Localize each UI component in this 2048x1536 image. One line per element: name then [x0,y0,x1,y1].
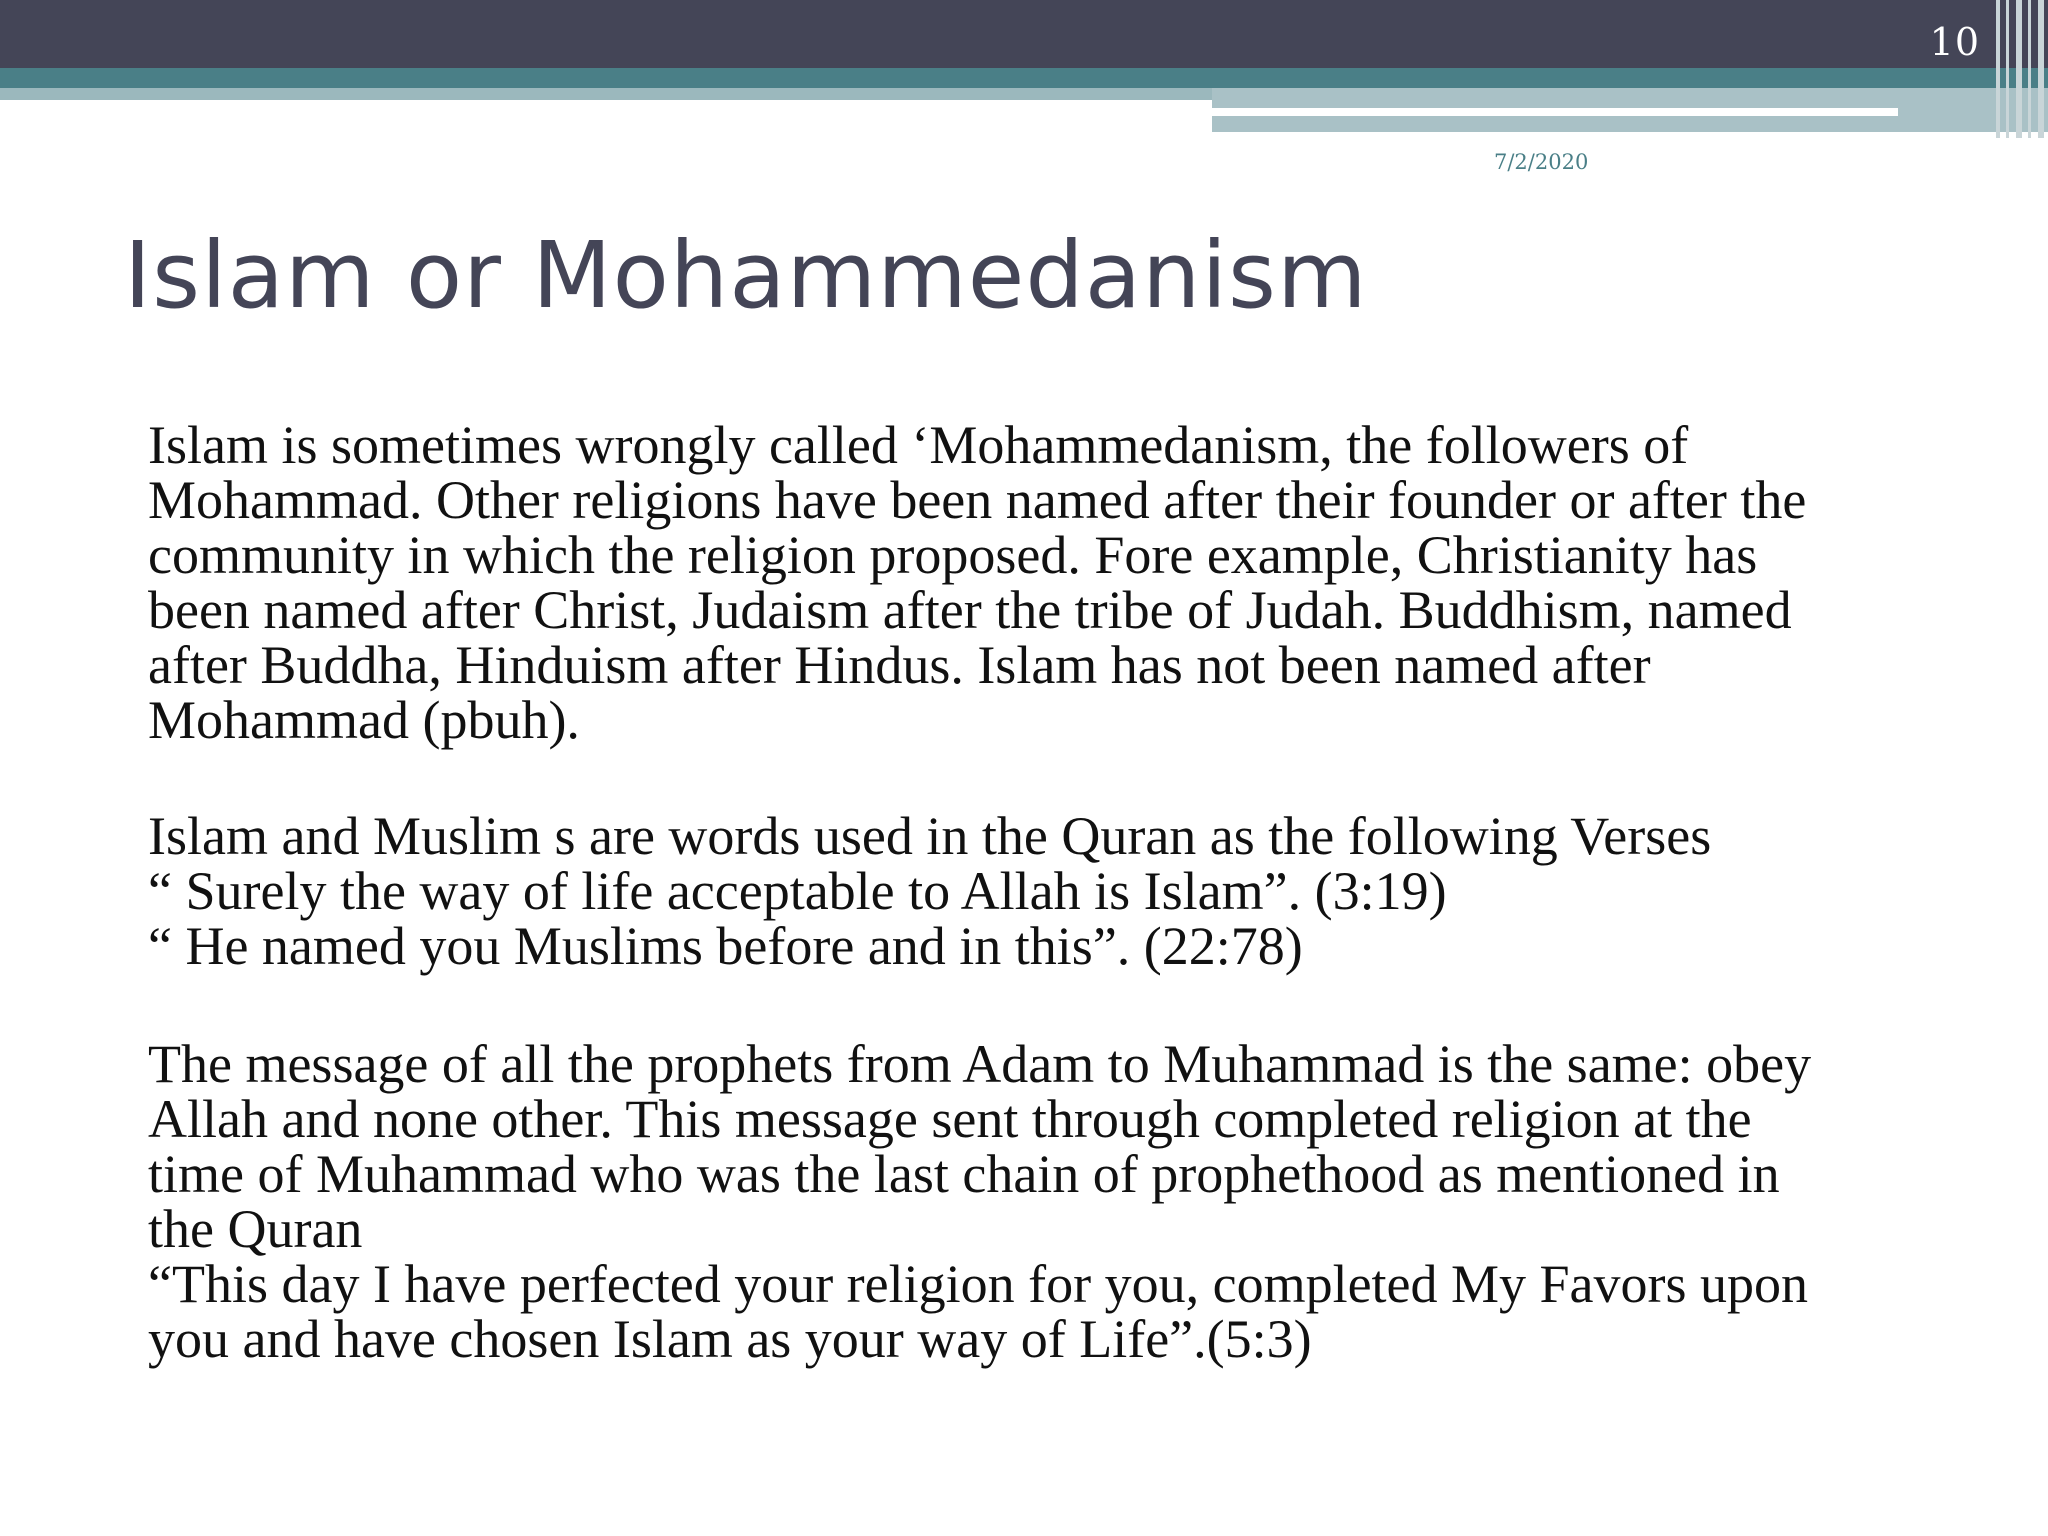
header-vertical-stripes [1992,0,2048,138]
body-paragraph-3: The message of all the prophets from Adam to Muhammad is the same: obey Allah and none other. This message sent through completed religion at the time of Muhammad who was the last chain of prophethood as mentioned in the Quran “This day I have perfected your religion for you, completed My Favors upon you and have chosen Islam as your way of Life”.(5:3) [148,1034,1812,1369]
body-paragraph-2: Islam and Muslim s are words used in the Quran as the following Verses “ Surely the way of life acceptable to Allah is Islam”. (3:19) “ He named you Muslims before and in this”. (22:78) [148,806,1712,976]
slide-date: 7/2/2020 [1494,150,1589,174]
header-white-line [1212,108,1898,116]
header-light-band [0,88,1212,100]
body-paragraph-1: Islam is sometimes wrongly called ‘Mohammedanism, the followers of Mohammad. Other religions have been named after their founder or after the community in which the religion proposed. Fore example, Christianity has been named after Christ, Judaism after the tribe of Judah. Buddhism, named after Buddha, Hinduism after Hindus. Islam has not been named after Mohammad (pbuh). [148,415,1807,750]
header-dark-band [0,0,2048,68]
header-teal-band [0,68,2048,88]
slide-body [148,415,1948,1369]
slide-number: 10 [1929,20,1980,64]
slide-title: Islam or Mohammedanism [124,222,1368,329]
